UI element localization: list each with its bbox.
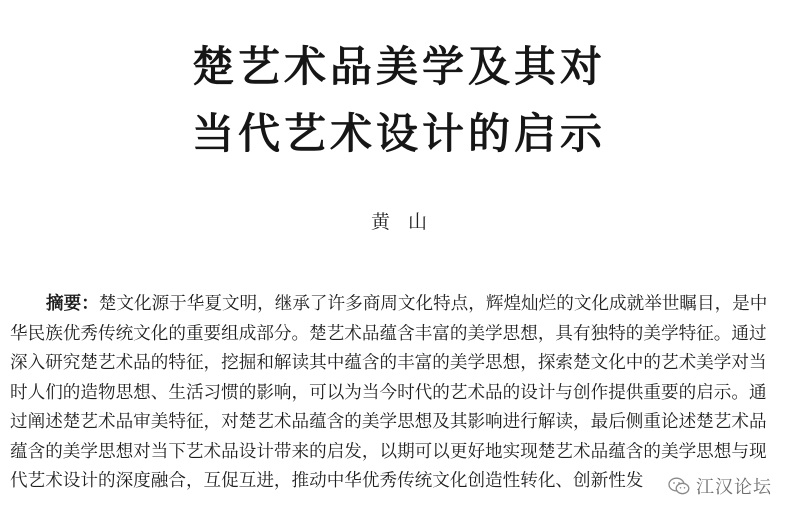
title-line-1: 楚艺术品美学及其对 (191, 42, 606, 91)
abstract-line: 深入研究楚艺术品的特征，挖掘和解读其中蕴含的丰富的美学思想，探索楚文化中的艺术美学对当 (10, 353, 767, 373)
abstract-label: 摘要： (46, 294, 99, 314)
abstract-line: 蕴含的美学思想对当下艺术品设计带来的启发，以期可以更好地实现楚艺术品蕴含的美学思想与现 (10, 441, 767, 462)
abstract (10, 290, 788, 497)
abstract-text: 楚文化源于华夏文明，继承了许多商周文化特点，辉煌灿烂的文化成就举世瞩目，是中 (98, 294, 768, 314)
abstract-line: 过阐述楚艺术品审美特征，对楚艺术品蕴含的美学思想及其影响进行解读，最后侧重论述楚艺术品 (10, 412, 767, 432)
abstract-line: 华民族优秀传统文化的重要组成部分。楚艺术品蕴含丰富的美学思想，具有独特的美学特征。通过 (10, 323, 767, 344)
title-line-2: 当代艺术设计的启示 (191, 109, 606, 158)
abstract-line: 代艺术设计的深度融合，互促互进，推动中华优秀传统文化创造性转化、创新性发 (10, 471, 644, 491)
abstract-line (10, 290, 788, 320)
wechat-icon (668, 477, 690, 495)
abstract-line: 时人们的造物思想、生活习惯的影响，可以为当今时代的艺术品的设计与创作提供重要的启示。通 (10, 382, 767, 403)
watermark-text: 江汉论坛 (696, 477, 772, 498)
source-watermark (664, 471, 776, 501)
author-name: 黄山 (370, 211, 445, 233)
